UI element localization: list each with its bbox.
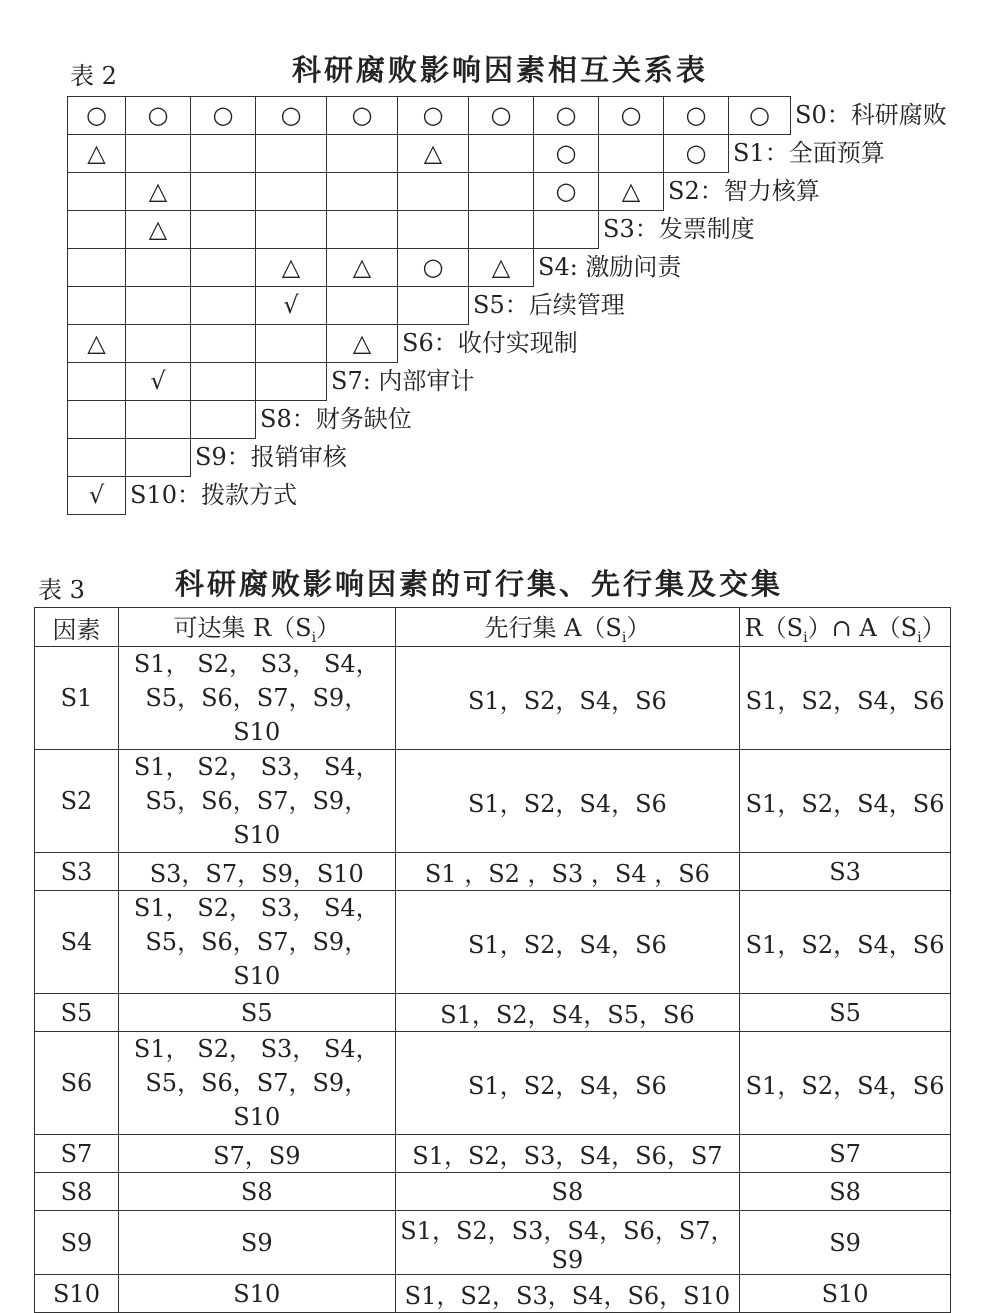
factor-label: S2：智力核算 xyxy=(668,177,820,205)
header-factor: 因素 xyxy=(35,608,119,647)
matrix-cell xyxy=(326,210,398,249)
matrix-cell: √ xyxy=(255,286,327,325)
matrix-cell xyxy=(326,172,398,211)
matrix-cell xyxy=(67,362,126,401)
matrix-cell xyxy=(190,172,256,211)
factor-label: S6：收付实现制 xyxy=(402,329,578,357)
intersection-cell: S8 xyxy=(740,1173,951,1211)
reach-cell xyxy=(118,1135,395,1173)
reach-line: S10 xyxy=(233,1279,281,1308)
matrix-cell: ○ xyxy=(326,96,398,135)
reachability-table xyxy=(34,607,951,1313)
antecedent-cell: S1，S2，S4，S5，S6 xyxy=(395,994,740,1032)
table-row xyxy=(35,853,951,891)
matrix-cell xyxy=(125,400,191,439)
intersection-cell: S1，S2，S4，S6 xyxy=(740,750,951,853)
factor-label: S5：后续管理 xyxy=(473,291,625,319)
antecedent-cell: S1，S2，S4，S6 xyxy=(395,1032,740,1135)
matrix-cell xyxy=(190,362,256,401)
factor-label: S4: 激励问责 xyxy=(538,253,682,281)
reach-line: S5，S6，S7，S9，S10 xyxy=(145,1069,369,1131)
factor-cell: S10 xyxy=(35,1275,119,1313)
matrix-cell xyxy=(125,324,191,363)
matrix-cell: ○ xyxy=(397,248,469,287)
matrix-cell xyxy=(255,134,327,173)
reach-line: S1， S2， S3， S4， xyxy=(133,753,380,781)
matrix-cell: △ xyxy=(397,134,469,173)
matrix-cell xyxy=(598,134,664,173)
matrix-cell xyxy=(397,172,469,211)
matrix-cell xyxy=(125,134,191,173)
reach-line: S5，S6，S7，S9，S10 xyxy=(145,928,369,990)
matrix-cell: √ xyxy=(125,362,191,401)
factor-cell: S7 xyxy=(35,1135,119,1173)
antecedent-cell: S1，S2，S4，S6 xyxy=(395,647,740,750)
matrix-cell xyxy=(255,210,327,249)
matrix-cell: ○ xyxy=(67,96,126,135)
table3-title: 科研腐败影响因素的可行集、先行集及交集 xyxy=(175,567,784,601)
intersection-cell: S1，S2，S4，S6 xyxy=(740,891,951,994)
matrix-cell: ○ xyxy=(663,134,729,173)
table-row xyxy=(35,1275,951,1313)
reach-line: S1， S2， S3， S4， xyxy=(133,894,380,922)
factor-label: S3：发票制度 xyxy=(603,215,755,243)
antecedent-cell: S8 xyxy=(395,1173,740,1211)
factor-label: S8：财务缺位 xyxy=(260,405,412,433)
factor-cell: S5 xyxy=(35,994,119,1032)
reach-line: S7，S9 xyxy=(213,1142,301,1170)
matrix-cell xyxy=(190,248,256,287)
factor-label: S7: 内部审计 xyxy=(331,367,475,395)
matrix-cell xyxy=(468,210,534,249)
factor-cell: S6 xyxy=(35,1032,119,1135)
matrix-cell: ○ xyxy=(125,96,191,135)
matrix-cell xyxy=(67,438,126,477)
table2-number: 表 2 xyxy=(70,62,117,90)
antecedent-cell: S1，S2，S3，S4，S6，S7，S9 xyxy=(395,1211,740,1275)
matrix-cell: ○ xyxy=(468,96,534,135)
matrix-cell: △ xyxy=(598,172,664,211)
matrix-cell: ○ xyxy=(728,96,791,135)
matrix-cell: △ xyxy=(326,324,398,363)
table-row xyxy=(35,1211,951,1275)
reach-line: S5，S6，S7，S9，S10 xyxy=(145,684,369,746)
matrix-cell: ○ xyxy=(533,134,599,173)
matrix-cell xyxy=(125,286,191,325)
matrix-cell xyxy=(468,134,534,173)
matrix-cell xyxy=(190,400,256,439)
reach-line: S5，S6，S7，S9，S10 xyxy=(145,787,369,849)
factor-cell: S4 xyxy=(35,891,119,994)
reach-cell xyxy=(118,891,395,994)
table2-title: 科研腐败影响因素相互关系表 xyxy=(292,53,709,87)
matrix-cell xyxy=(255,172,327,211)
antecedent-cell: S1，S2，S4，S6 xyxy=(395,891,740,994)
reach-line: S8 xyxy=(240,1177,273,1206)
reach-cell xyxy=(118,1211,395,1275)
matrix-cell xyxy=(67,172,126,211)
matrix-cell: ○ xyxy=(533,96,599,135)
table-row xyxy=(35,1032,951,1135)
antecedent-cell: S1，S2，S3，S4，S6，S10 xyxy=(395,1275,740,1313)
matrix-cell xyxy=(255,362,327,401)
matrix-cell xyxy=(326,134,398,173)
matrix-cell xyxy=(125,248,191,287)
matrix-cell: ○ xyxy=(255,96,327,135)
reach-line: S9 xyxy=(240,1228,273,1257)
matrix-cell: ○ xyxy=(397,96,469,135)
factor-label: S9：报销审核 xyxy=(195,443,347,471)
matrix-cell: △ xyxy=(255,248,327,287)
intersection-cell: S7 xyxy=(740,1135,951,1173)
matrix-cell xyxy=(67,248,126,287)
table-row xyxy=(35,891,951,994)
intersection-cell: S1，S2，S4，S6 xyxy=(740,1032,951,1135)
reach-cell xyxy=(118,994,395,1032)
reach-line: S3，S7，S9，S10 xyxy=(149,860,364,888)
factor-cell: S2 xyxy=(35,750,119,853)
factor-label: S10：拨款方式 xyxy=(130,481,297,509)
matrix-cell xyxy=(255,324,327,363)
matrix-cell xyxy=(67,400,126,439)
matrix-cell xyxy=(397,210,469,249)
matrix-cell xyxy=(326,286,398,325)
factor-label: S1：全面预算 xyxy=(733,139,885,167)
matrix-cell: △ xyxy=(67,134,126,173)
header-antecedent: 先行集 $A(S_i)$ xyxy=(395,608,740,647)
reach-line: S5 xyxy=(240,998,273,1027)
matrix-cell: △ xyxy=(125,210,191,249)
matrix-cell: ○ xyxy=(190,96,256,135)
antecedent-cell: S1，S2，S3，S4，S6，S7 xyxy=(395,1135,740,1173)
matrix-cell: ○ xyxy=(663,96,729,135)
reach-cell xyxy=(118,1173,395,1211)
matrix-cell xyxy=(190,134,256,173)
intersection-cell: S1，S2，S4，S6 xyxy=(740,647,951,750)
table-row xyxy=(35,994,951,1032)
matrix-cell: △ xyxy=(326,248,398,287)
reach-line: S1， S2， S3， S4， xyxy=(133,1035,380,1063)
intersection-cell: S9 xyxy=(740,1211,951,1275)
reach-cell xyxy=(118,1275,395,1313)
matrix-cell xyxy=(190,286,256,325)
reach-cell xyxy=(118,750,395,853)
matrix-cell xyxy=(125,438,191,477)
header-intersection: $R(S_i)\cap$ $A(S_i)$ xyxy=(740,608,951,647)
factor-cell: S9 xyxy=(35,1211,119,1275)
reach-cell xyxy=(118,853,395,891)
matrix-cell xyxy=(397,286,469,325)
intersection-cell: S5 xyxy=(740,994,951,1032)
antecedent-cell: S1，S2，S4，S6 xyxy=(395,750,740,853)
matrix-cell xyxy=(190,324,256,363)
intersection-cell: S3 xyxy=(740,853,951,891)
matrix-cell: ○ xyxy=(598,96,664,135)
intersection-cell: S10 xyxy=(740,1275,951,1313)
relation-matrix xyxy=(0,0,1007,540)
matrix-cell xyxy=(67,286,126,325)
factor-label: S0：科研腐败 xyxy=(795,101,947,129)
table-row xyxy=(35,1173,951,1211)
header-row xyxy=(35,608,951,647)
matrix-cell xyxy=(190,210,256,249)
header-reach: 可达集 $R(S_i)$ xyxy=(118,608,395,647)
matrix-cell: △ xyxy=(67,324,126,363)
factor-cell: S8 xyxy=(35,1173,119,1211)
table3-number: 表 3 xyxy=(38,576,85,604)
antecedent-cell: S1 ，S2 ，S3 ，S4 ，S6 xyxy=(395,853,740,891)
matrix-cell: √ xyxy=(67,476,126,515)
table-row xyxy=(35,1135,951,1173)
reach-cell xyxy=(118,1032,395,1135)
factor-cell: S3 xyxy=(35,853,119,891)
reach-line: S1， S2， S3， S4， xyxy=(133,650,380,678)
matrix-cell xyxy=(533,210,599,249)
matrix-cell: ○ xyxy=(533,172,599,211)
matrix-cell xyxy=(67,210,126,249)
table-row xyxy=(35,647,951,750)
matrix-cell xyxy=(468,172,534,211)
factor-cell: S1 xyxy=(35,647,119,750)
table-row xyxy=(35,750,951,853)
reach-cell xyxy=(118,647,395,750)
matrix-cell: △ xyxy=(125,172,191,211)
matrix-cell: △ xyxy=(468,248,534,287)
